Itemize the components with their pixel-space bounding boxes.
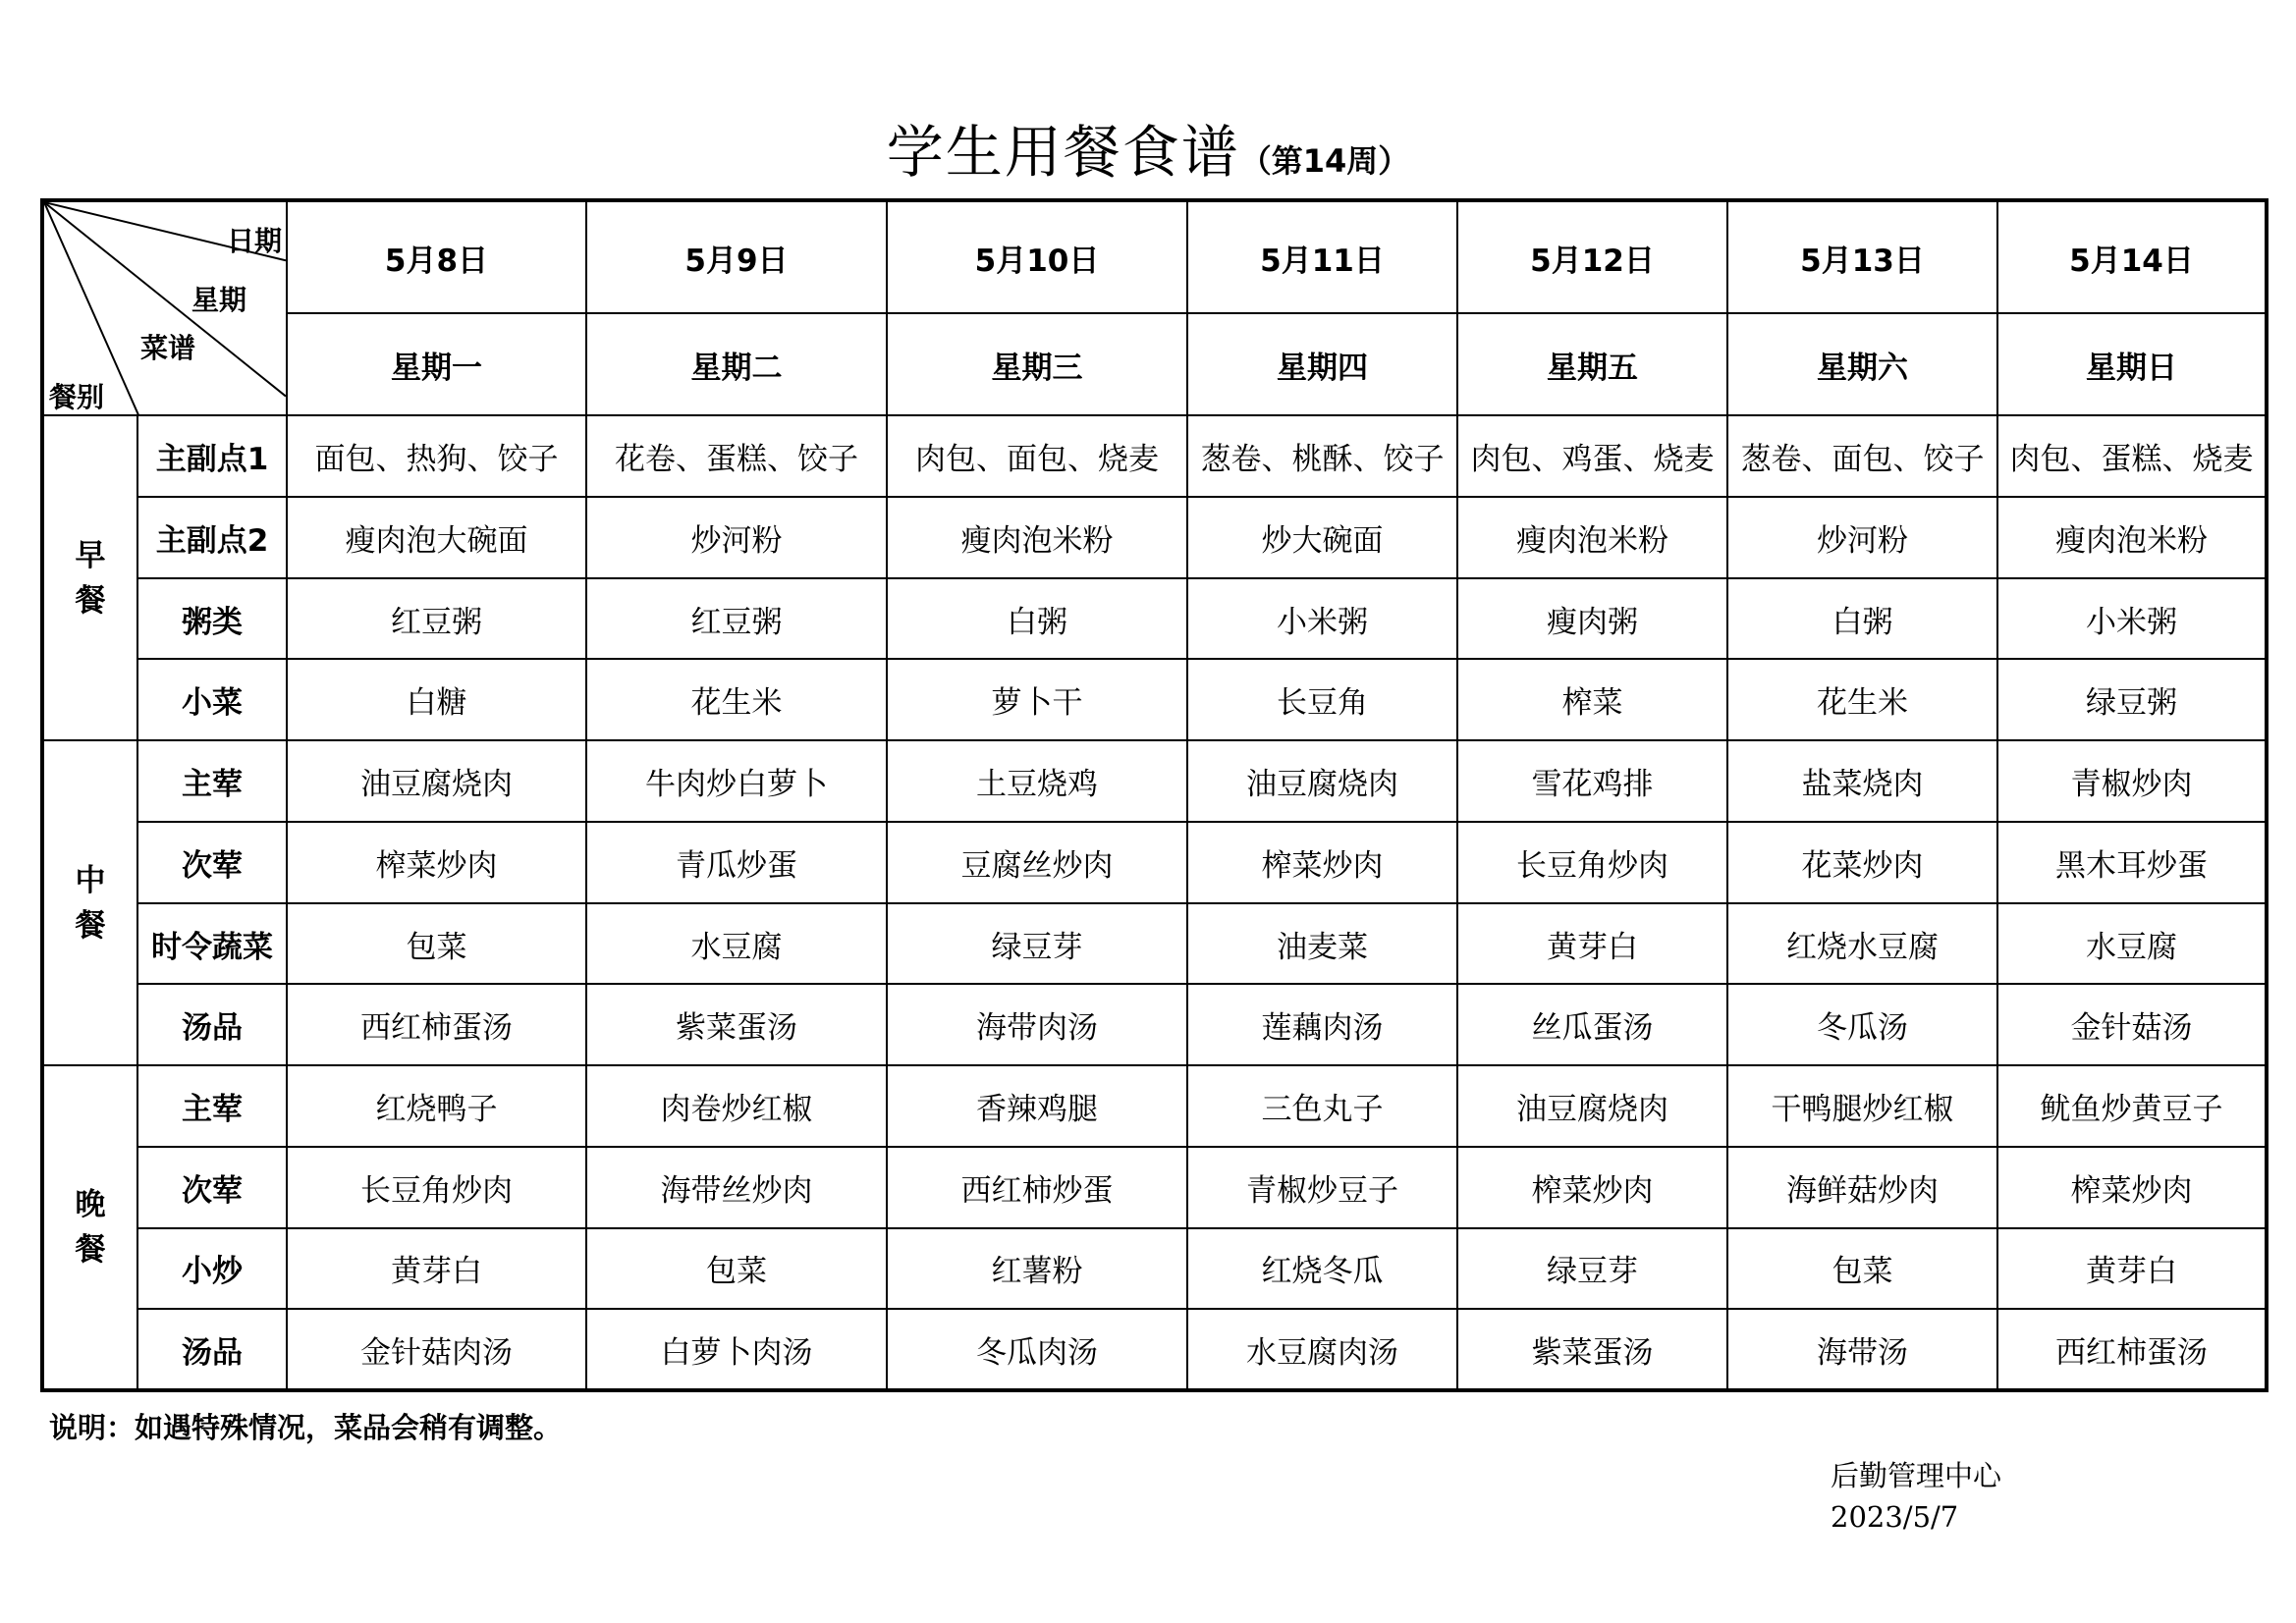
- dish-cell: 长豆角炒肉: [1457, 822, 1727, 903]
- weekday-cell: 星期三: [887, 313, 1187, 415]
- weekday-cell: 星期一: [287, 313, 586, 415]
- dish-cell: 肉卷炒红椒: [586, 1065, 887, 1147]
- menu-row: [42, 1147, 2267, 1228]
- dish-cell: 包菜: [586, 1228, 887, 1310]
- dish-cell: 青瓜炒蛋: [586, 822, 887, 903]
- dish-cell: 瘦肉粥: [1457, 578, 1727, 660]
- menu-row: [42, 903, 2267, 985]
- dish-cell: 花卷、蛋糕、饺子: [586, 415, 887, 497]
- dish-cell: 金针菇肉汤: [287, 1309, 586, 1390]
- category-label: 汤品: [137, 1309, 287, 1390]
- meal-name: 早 餐: [75, 537, 106, 619]
- dish-cell: 炒河粉: [586, 497, 887, 578]
- dish-cell: 紫菜蛋汤: [586, 984, 887, 1065]
- category-label: 次荤: [137, 822, 287, 903]
- footer: [1831, 1454, 2001, 1534]
- dish-cell: 花生米: [1727, 659, 1997, 740]
- dish-cell: 雪花鸡排: [1457, 740, 1727, 822]
- category-label: 小炒: [137, 1228, 287, 1310]
- dish-cell: 冬瓜肉汤: [887, 1309, 1187, 1390]
- corner-menu-label: 菜谱: [140, 332, 196, 364]
- dish-cell: 瘦肉泡米粉: [1457, 497, 1727, 578]
- dish-cell: 葱卷、面包、饺子: [1727, 415, 1997, 497]
- dish-cell: 油豆腐烧肉: [287, 740, 586, 822]
- dish-cell: 白萝卜肉汤: [586, 1309, 887, 1390]
- menu-row: [42, 1309, 2267, 1390]
- dish-cell: 豆腐丝炒肉: [887, 822, 1187, 903]
- dish-cell: 干鸭腿炒红椒: [1727, 1065, 1997, 1147]
- dish-cell: 鱿鱼炒黄豆子: [1997, 1065, 2267, 1147]
- dish-cell: 红豆粥: [287, 578, 586, 660]
- date-row: [42, 200, 2267, 313]
- dish-cell: 海带肉汤: [887, 984, 1187, 1065]
- dish-cell: 红烧水豆腐: [1727, 903, 1997, 985]
- title-main: 学生用餐食谱: [886, 119, 1240, 186]
- category-label: 粥类: [137, 578, 287, 660]
- dish-cell: 西红柿蛋汤: [1997, 1309, 2267, 1390]
- menu-row: [42, 659, 2267, 740]
- meal-label: [42, 740, 137, 1065]
- dish-cell: 萝卜干: [887, 659, 1187, 740]
- dish-cell: 红薯粉: [887, 1228, 1187, 1310]
- dish-cell: 冬瓜汤: [1727, 984, 1997, 1065]
- dish-cell: 葱卷、桃酥、饺子: [1187, 415, 1457, 497]
- corner-meal-label: 餐别: [49, 381, 105, 413]
- date-cell: 5月12日: [1457, 200, 1727, 313]
- dish-cell: 红烧冬瓜: [1187, 1228, 1457, 1310]
- date-cell: 5月14日: [1997, 200, 2267, 313]
- dish-cell: 红烧鸭子: [287, 1065, 586, 1147]
- menu-note: 说明：如遇特殊情况，菜品会稍有调整。: [49, 1411, 563, 1444]
- dish-cell: 青椒炒豆子: [1187, 1147, 1457, 1228]
- category-label: 汤品: [137, 984, 287, 1065]
- dish-cell: 绿豆芽: [1457, 1228, 1727, 1310]
- category-label: 次荤: [137, 1147, 287, 1228]
- dish-cell: 海带丝炒肉: [586, 1147, 887, 1228]
- dish-cell: 盐菜烧肉: [1727, 740, 1997, 822]
- menu-row: [42, 578, 2267, 660]
- dish-cell: 海带汤: [1727, 1309, 1997, 1390]
- dish-cell: 花生米: [586, 659, 887, 740]
- category-label: 主副点1: [137, 415, 287, 497]
- dish-cell: 花菜炒肉: [1727, 822, 1997, 903]
- dish-cell: 香辣鸡腿: [887, 1065, 1187, 1147]
- dish-cell: 水豆腐肉汤: [1187, 1309, 1457, 1390]
- dish-cell: 榨菜炒肉: [1457, 1147, 1727, 1228]
- dish-cell: 海鲜菇炒肉: [1727, 1147, 1997, 1228]
- menu-row: [42, 415, 2267, 497]
- dish-cell: 长豆角: [1187, 659, 1457, 740]
- category-label: 小菜: [137, 659, 287, 740]
- weekday-row: [42, 313, 2267, 415]
- dish-cell: 包菜: [1727, 1228, 1997, 1310]
- menu-row: [42, 740, 2267, 822]
- weekday-cell: 星期二: [586, 313, 887, 415]
- dish-cell: 白糖: [287, 659, 586, 740]
- footer-date: 2023/5/7: [1831, 1500, 1959, 1534]
- weekday-cell: 星期日: [1997, 313, 2267, 415]
- dish-cell: 西红柿炒蛋: [887, 1147, 1187, 1228]
- menu-row: [42, 984, 2267, 1065]
- dish-cell: 小米粥: [1997, 578, 2267, 660]
- category-label: 时令蔬菜: [137, 903, 287, 985]
- meal-name: 晚 餐: [75, 1187, 106, 1269]
- dish-cell: 绿豆芽: [887, 903, 1187, 985]
- dish-cell: 油麦菜: [1187, 903, 1457, 985]
- dish-cell: 黄芽白: [1457, 903, 1727, 985]
- meal-label: [42, 415, 137, 740]
- dish-cell: 瘦肉泡米粉: [887, 497, 1187, 578]
- dish-cell: 三色丸子: [1187, 1065, 1457, 1147]
- dish-cell: 水豆腐: [1997, 903, 2267, 985]
- dish-cell: 肉包、鸡蛋、烧麦: [1457, 415, 1727, 497]
- corner-weekday-label: 星期: [191, 284, 247, 316]
- menu-row: [42, 1228, 2267, 1310]
- dish-cell: 白粥: [1727, 578, 1997, 660]
- dish-cell: 西红柿蛋汤: [287, 984, 586, 1065]
- title-week: （第14周）: [1239, 142, 1410, 180]
- dish-cell: 肉包、面包、烧麦: [887, 415, 1187, 497]
- dish-cell: 丝瓜蛋汤: [1457, 984, 1727, 1065]
- dish-cell: 榨菜炒肉: [287, 822, 586, 903]
- dish-cell: 包菜: [287, 903, 586, 985]
- dish-cell: 紫菜蛋汤: [1457, 1309, 1727, 1390]
- dish-cell: 绿豆粥: [1997, 659, 2267, 740]
- weekday-cell: 星期五: [1457, 313, 1727, 415]
- footer-org: 后勤管理中心: [1831, 1459, 2002, 1492]
- dish-cell: 黄芽白: [1997, 1228, 2267, 1310]
- weekday-cell: 星期四: [1187, 313, 1457, 415]
- date-cell: 5月8日: [287, 200, 586, 313]
- menu-table: [40, 198, 2269, 1392]
- date-cell: 5月9日: [586, 200, 887, 313]
- dish-cell: 水豆腐: [586, 903, 887, 985]
- dish-cell: 油豆腐烧肉: [1457, 1065, 1727, 1147]
- meal-name: 中 餐: [75, 862, 106, 944]
- date-cell: 5月10日: [887, 200, 1187, 313]
- corner-header: [42, 200, 287, 415]
- weekday-cell: 星期六: [1727, 313, 1997, 415]
- category-label: 主副点2: [137, 497, 287, 578]
- dish-cell: 土豆烧鸡: [887, 740, 1187, 822]
- dish-cell: 金针菇汤: [1997, 984, 2267, 1065]
- category-label: 主荤: [137, 1065, 287, 1147]
- dish-cell: 莲藕肉汤: [1187, 984, 1457, 1065]
- dish-cell: 榨菜炒肉: [1997, 1147, 2267, 1228]
- date-cell: 5月11日: [1187, 200, 1457, 313]
- dish-cell: 黑木耳炒蛋: [1997, 822, 2267, 903]
- dish-cell: 面包、热狗、饺子: [287, 415, 586, 497]
- page-title: [0, 106, 2296, 189]
- dish-cell: 小米粥: [1187, 578, 1457, 660]
- menu-row: [42, 1065, 2267, 1147]
- dish-cell: 榨菜炒肉: [1187, 822, 1457, 903]
- menu-row: [42, 822, 2267, 903]
- dish-cell: 白粥: [887, 578, 1187, 660]
- dish-cell: 青椒炒肉: [1997, 740, 2267, 822]
- dish-cell: 炒河粉: [1727, 497, 1997, 578]
- dish-cell: 瘦肉泡米粉: [1997, 497, 2267, 578]
- dish-cell: 黄芽白: [287, 1228, 586, 1310]
- dish-cell: 牛肉炒白萝卜: [586, 740, 887, 822]
- dish-cell: 榨菜: [1457, 659, 1727, 740]
- dish-cell: 炒大碗面: [1187, 497, 1457, 578]
- corner-date-label: 日期: [226, 225, 282, 257]
- dish-cell: 瘦肉泡大碗面: [287, 497, 586, 578]
- date-cell: 5月13日: [1727, 200, 1997, 313]
- dish-cell: 肉包、蛋糕、烧麦: [1997, 415, 2267, 497]
- dish-cell: 红豆粥: [586, 578, 887, 660]
- menu-row: [42, 497, 2267, 578]
- dish-cell: 油豆腐烧肉: [1187, 740, 1457, 822]
- dish-cell: 长豆角炒肉: [287, 1147, 586, 1228]
- category-label: 主荤: [137, 740, 287, 822]
- meal-label: [42, 1065, 137, 1390]
